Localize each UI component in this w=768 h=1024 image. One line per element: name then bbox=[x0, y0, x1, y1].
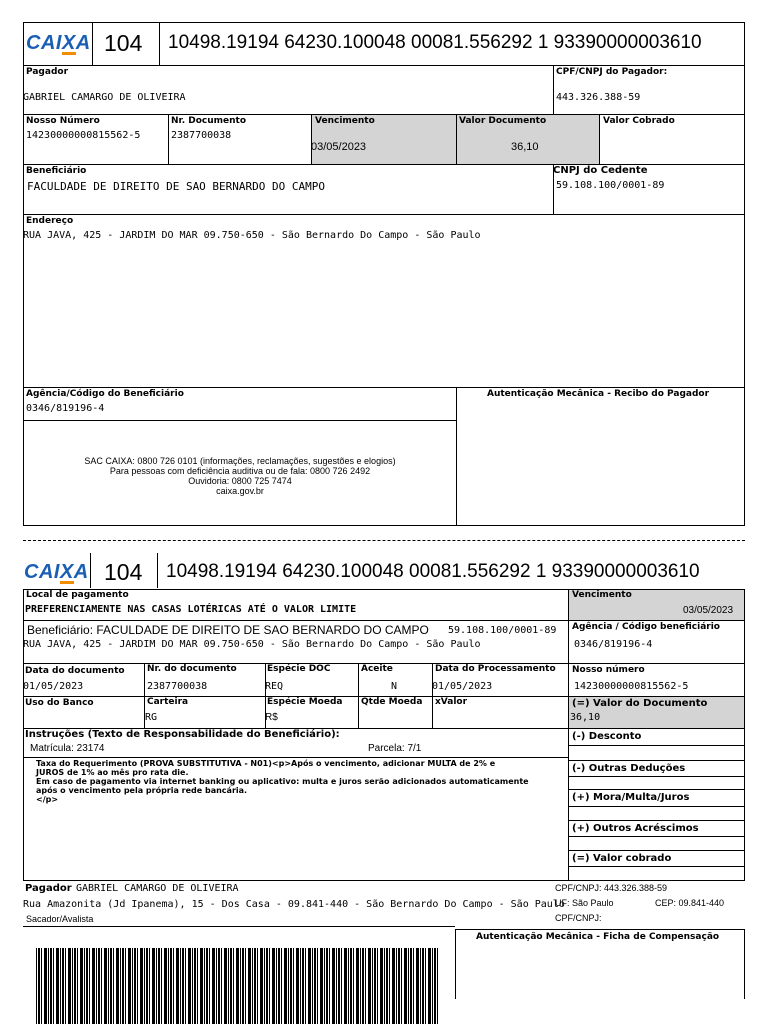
especie-moeda-label: Espécie Moeda bbox=[267, 697, 343, 707]
slip-agencia-value: 0346/819196-4 bbox=[574, 639, 653, 650]
sac-line: Ouvidoria: 0800 725 7474 bbox=[188, 476, 292, 486]
slip-agencia-label: Agência / Código beneficiário bbox=[572, 622, 720, 632]
slip-cep: CEP: 09.841-440 bbox=[655, 898, 725, 908]
instruction-line: Taxa do Requerimento (PROVA SUBSTITUTIVA - N01)<p>Após o vencimento, adicionar MULTA de 2% e bbox=[36, 759, 496, 768]
sac-line: Para pessoas com deficiência auditiva ou de fala: 0800 726 2492 bbox=[109, 466, 371, 476]
beneficiario-label: Beneficiário bbox=[26, 166, 87, 176]
xvalor-label: xValor bbox=[435, 697, 468, 707]
desconto-label: (-) Desconto bbox=[572, 731, 642, 742]
instruction-line: </p> bbox=[36, 795, 59, 804]
instruction-line: após o vencimento pela própria rede bancária. bbox=[36, 786, 248, 795]
sac-line: caixa.gov.br bbox=[216, 486, 264, 496]
caixa-logo: CAIXA bbox=[24, 561, 89, 583]
qtde-moeda-label: Qtde Moeda bbox=[361, 697, 423, 707]
nr-doc-value: 2387700038 bbox=[147, 681, 208, 692]
nosso-numero-value: 14230000000815562-5 bbox=[26, 130, 141, 141]
digitable-line: 10498.19194 64230.100048 00081.556292 1 93390000003610 bbox=[168, 32, 702, 53]
bank-code: 104 bbox=[104, 30, 143, 56]
slip-vencimento-label: Vencimento bbox=[572, 590, 632, 600]
data-proc-label: Data do Processamento bbox=[435, 664, 556, 674]
endereco-value: RUA JAVA, 425 - JARDIM DO MAR 09.750-650 - São Bernardo Do Campo - São Paulo bbox=[23, 230, 481, 241]
instruction-line: Em caso de pagamento via internet banking ou aplicativo: multa e juros serão adicionados automaticamente bbox=[36, 777, 529, 786]
valor-cobrado-label: (=) Valor cobrado bbox=[572, 853, 672, 864]
slip-pagador-name: GABRIEL CAMARGO DE OLIVEIRA bbox=[76, 883, 239, 894]
valor-documento-value: 36,10 bbox=[511, 141, 539, 153]
beneficiario-value: FACULDADE DE DIREITO DE SAO BERNARDO DO CAMPO bbox=[27, 180, 326, 193]
slip-nosso-numero-label: Nosso número bbox=[572, 665, 645, 675]
aceite-value: N bbox=[391, 681, 398, 692]
carteira-label: Carteira bbox=[147, 697, 189, 707]
bank-code: 104 bbox=[104, 559, 143, 585]
cut-line bbox=[23, 540, 745, 541]
caixa-logo: CAIXA bbox=[26, 32, 91, 54]
nosso-numero-label: Nosso Número bbox=[26, 116, 100, 126]
slip-beneficiario-address: RUA JAVA, 425 - JARDIM DO MAR 09.750-650 - São Bernardo Do Campo - São Paulo bbox=[23, 639, 481, 650]
nr-documento-value: 2387700038 bbox=[171, 130, 232, 141]
data-doc-value: 01/05/2023 bbox=[23, 681, 84, 692]
deducoes-label: (-) Outras Deduções bbox=[572, 763, 686, 774]
data-doc-label: Data do documento bbox=[25, 666, 125, 676]
pagador-label: Pagador bbox=[26, 67, 69, 77]
cnpj-label: CNPJ do Cedente bbox=[553, 165, 648, 176]
valor-documento-label: Valor Documento bbox=[459, 116, 547, 126]
slip-cpf: CPF/CNPJ: 443.326.388-59 bbox=[555, 883, 668, 893]
slip-uf: UF: São Paulo bbox=[555, 898, 614, 908]
sac-line: SAC CAIXA: 0800 726 0101 (informações, reclamações, sugestões e elogios) bbox=[84, 456, 396, 466]
local-label: Local de pagamento bbox=[26, 590, 129, 600]
slip-valor-doc-value: 36,10 bbox=[570, 712, 601, 723]
mora-label: (+) Mora/Multa/Juros bbox=[572, 792, 690, 803]
instrucoes-label: Instruções (Texto de Responsabilidade do Beneficiário): bbox=[25, 729, 340, 740]
especie-doc-value: REQ bbox=[265, 681, 284, 692]
agencia-label: Agência/Código do Beneficiário bbox=[26, 389, 184, 399]
cpf-label: CPF/CNPJ do Pagador: bbox=[556, 67, 668, 77]
local-value: PREFERENCIAMENTE NAS CASAS LOTÉRICAS ATÉ O VALOR LIMITE bbox=[25, 604, 357, 615]
valor-cobrado-label: Valor Cobrado bbox=[603, 116, 675, 126]
ficha-autenticacao-label: Autenticação Mecânica - Ficha de Compensação bbox=[476, 932, 720, 942]
sac-info bbox=[40, 456, 440, 496]
especie-doc-label: Espécie DOC bbox=[267, 664, 331, 674]
matricula: Matrícula: 23174 bbox=[30, 743, 105, 754]
especie-moeda-value: R$ bbox=[265, 712, 278, 723]
vencimento-label: Vencimento bbox=[315, 116, 375, 126]
sacador-label: Sacador/Avalista bbox=[26, 914, 94, 924]
aceite-label: Aceite bbox=[361, 664, 393, 674]
vencimento-value: 03/05/2023 bbox=[311, 141, 367, 153]
data-proc-value: 01/05/2023 bbox=[432, 681, 493, 692]
endereco-label: Endereço bbox=[26, 216, 74, 226]
parcela: Parcela: 7/1 bbox=[368, 743, 422, 754]
autenticacao-label: Autenticação Mecânica - Recibo do Pagador bbox=[487, 389, 710, 399]
autenticacao-box bbox=[456, 387, 745, 526]
nr-doc-label: Nr. do documento bbox=[147, 664, 237, 674]
cnpj-value: 59.108.100/0001-89 bbox=[556, 180, 665, 191]
slip-valor-doc-label: (=) Valor do Documento bbox=[572, 698, 708, 709]
digitable-line: 10498.19194 64230.100048 00081.556292 1 93390000003610 bbox=[166, 561, 700, 582]
agencia-value: 0346/819196-4 bbox=[26, 403, 105, 414]
slip-nosso-numero-value: 14230000000815562-5 bbox=[574, 681, 689, 692]
barcode bbox=[36, 948, 438, 1024]
nr-documento-label: Nr. Documento bbox=[171, 116, 247, 126]
instructions-text bbox=[36, 759, 529, 804]
slip-beneficiario: Beneficiário: FACULDADE DE DIREITO DE SAO BERNARDO DO CAMPO bbox=[27, 623, 429, 637]
slip-cpf2: CPF/CNPJ: bbox=[555, 913, 602, 923]
slip-pagador-label: Pagador bbox=[25, 883, 72, 894]
carteira-value: RG bbox=[145, 712, 158, 723]
instruction-line: JUROS de 1% ao mês pro rata die. bbox=[36, 768, 189, 777]
uso-banco-label: Uso do Banco bbox=[25, 698, 94, 708]
slip-vencimento-value: 03/05/2023 bbox=[683, 605, 734, 616]
acrescimos-label: (+) Outros Acréscimos bbox=[572, 823, 699, 834]
pagador-name: GABRIEL CAMARGO DE OLIVEIRA bbox=[23, 92, 186, 103]
slip-beneficiario-cnpj: 59.108.100/0001-89 bbox=[448, 625, 557, 636]
pagador-box bbox=[23, 65, 554, 115]
cpf-value: 443.326.388-59 bbox=[556, 92, 641, 103]
slip-pagador-address: Rua Amazonita (Jd Ipanema), 15 - Dos Casa - 09.841-440 - São Bernardo Do Campo - São Paulo bbox=[23, 899, 565, 910]
